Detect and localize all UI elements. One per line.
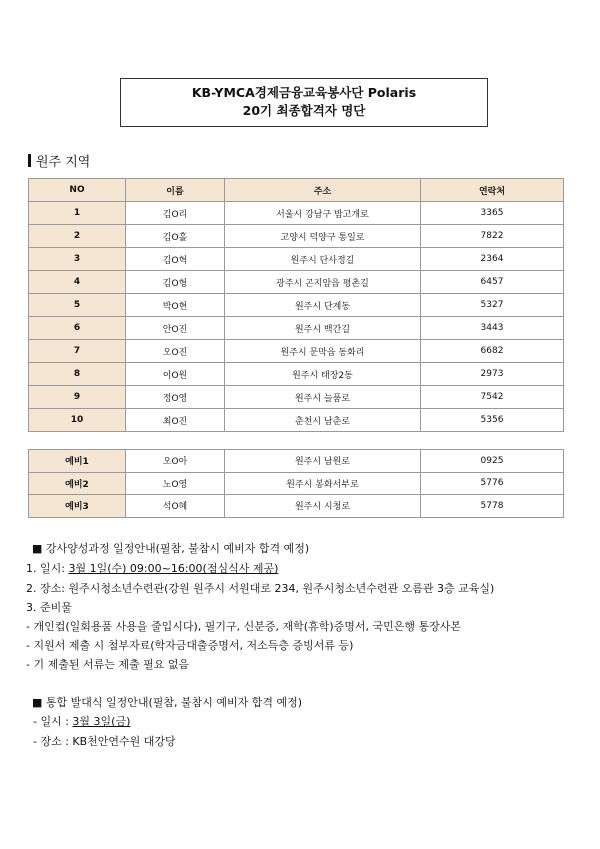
cell-address: 원주시 남원로: [225, 450, 421, 473]
cell-name: 오O진: [126, 340, 225, 363]
cell-contact: 0925: [421, 450, 564, 473]
notes2-place: - 장소 : KB천안연수원 대강당: [26, 735, 176, 748]
notes1-prep-item: - 지원서 제출 시 첨부자료(학자금대출증명서, 저소득층 증빙서류 등): [26, 639, 354, 652]
title-line-1: KB-YMCA경제금융교육봉사단 Polaris: [191, 85, 417, 100]
notes2-heading: ■ 통합 발대식 일정안내(필참, 불참시 예비자 합격 예정): [32, 696, 303, 709]
title-line-2: 20기 최종합격자 명단: [242, 103, 366, 118]
cell-address: 원주시 문막읍 동화리: [225, 340, 421, 363]
notes1-prep: 3. 준비물: [26, 601, 72, 614]
cell-no: 2: [29, 225, 126, 248]
cell-name: 오O아: [126, 450, 225, 473]
cell-address: 원주시 늘품로: [225, 386, 421, 409]
cell-name: 김O형: [126, 271, 225, 294]
reserve-table: [28, 449, 564, 518]
cell-contact: 2973: [421, 363, 564, 386]
notes1-prep-item: - 기 제출된 서류는 제출 필요 없음: [26, 658, 190, 671]
notes2-date: [26, 713, 130, 729]
cell-address: 서울시 강남구 밤고개로: [225, 202, 421, 225]
notes1-prep-item: - 개인컵(일회용품 사용을 줄입시다), 필기구, 신분증, 재학(휴학)증명서, 국민은행 통장사본: [26, 620, 462, 633]
section-bar-icon: [28, 154, 31, 167]
table-row: [29, 386, 564, 409]
cell-address: 원주시 시청로: [225, 495, 421, 518]
table-row: [29, 248, 564, 271]
table-header-row: [29, 179, 564, 202]
header-contact: 연락처: [421, 179, 564, 202]
cell-contact: 3443: [421, 317, 564, 340]
section-heading: [28, 151, 90, 170]
notes1-heading: ■ 강사양성과정 일정안내(필참, 불참시 예비자 합격 예정): [32, 542, 310, 555]
cell-address: 춘천시 남춘로: [225, 409, 421, 432]
notes1-date-label: 1. 일시:: [26, 562, 69, 575]
cell-no: 8: [29, 363, 126, 386]
cell-name: 안O진: [126, 317, 225, 340]
cell-no: 3: [29, 248, 126, 271]
header-name: 이름: [126, 179, 225, 202]
header-no: NO: [29, 179, 126, 202]
cell-contact: 3365: [421, 202, 564, 225]
table-row: [29, 317, 564, 340]
notes1-date-value: 3월 1일(수) 09:00~16:00(점심식사 제공): [68, 562, 279, 575]
table-row: [29, 472, 564, 495]
cell-name: 정O영: [126, 386, 225, 409]
cell-no: 5: [29, 294, 126, 317]
cell-no: 예비1: [29, 450, 126, 473]
roster-table: [28, 178, 564, 432]
table-row: [29, 202, 564, 225]
cell-address: 원주시 단계동: [225, 294, 421, 317]
cell-address: 원주시 태장2동: [225, 363, 421, 386]
section-title: 원주 지역: [36, 155, 91, 170]
header-address: 주소: [225, 179, 421, 202]
cell-address: 고양시 덕양구 통일로: [225, 225, 421, 248]
cell-contact: 7822: [421, 225, 564, 248]
cell-name: 석O혜: [126, 495, 225, 518]
cell-no: 6: [29, 317, 126, 340]
notes2-date-value: 3월 3일(금): [72, 715, 131, 728]
table-row: [29, 225, 564, 248]
table-row: [29, 363, 564, 386]
cell-contact: 5356: [421, 409, 564, 432]
cell-contact: 6457: [421, 271, 564, 294]
cell-contact: 7542: [421, 386, 564, 409]
cell-address: 원주시 봉화서부로: [225, 472, 421, 495]
table-row: [29, 294, 564, 317]
cell-name: 노O영: [126, 472, 225, 495]
notes2-date-label: - 일시 :: [26, 715, 73, 728]
table-row: [29, 271, 564, 294]
cell-name: 김O홀: [126, 225, 225, 248]
cell-no: 예비3: [29, 495, 126, 518]
table-row: [29, 450, 564, 473]
cell-no: 7: [29, 340, 126, 363]
cell-no: 9: [29, 386, 126, 409]
cell-contact: 2364: [421, 248, 564, 271]
title-box: [120, 78, 488, 127]
cell-contact: 5776: [421, 472, 564, 495]
notes1-place: 2. 장소: 원주시청소년수련관(강원 원주시 서원대로 234, 원주시청소년수련관 오름관 3층 교육실): [26, 582, 495, 595]
cell-contact: 5327: [421, 294, 564, 317]
notes1-date: [26, 560, 278, 576]
table-row: [29, 409, 564, 432]
cell-no: 4: [29, 271, 126, 294]
cell-no: 10: [29, 409, 126, 432]
cell-contact: 6682: [421, 340, 564, 363]
cell-name: 김O혁: [126, 248, 225, 271]
table-row: [29, 495, 564, 518]
cell-name: 최O진: [126, 409, 225, 432]
table-row: [29, 340, 564, 363]
cell-name: 김O리: [126, 202, 225, 225]
cell-address: 광주시 곤지암읍 평촌길: [225, 271, 421, 294]
cell-no: 1: [29, 202, 126, 225]
cell-address: 원주시 단사정길: [225, 248, 421, 271]
cell-no: 예비2: [29, 472, 126, 495]
cell-name: 이O원: [126, 363, 225, 386]
cell-contact: 5778: [421, 495, 564, 518]
cell-address: 원주시 백간길: [225, 317, 421, 340]
cell-name: 박O현: [126, 294, 225, 317]
